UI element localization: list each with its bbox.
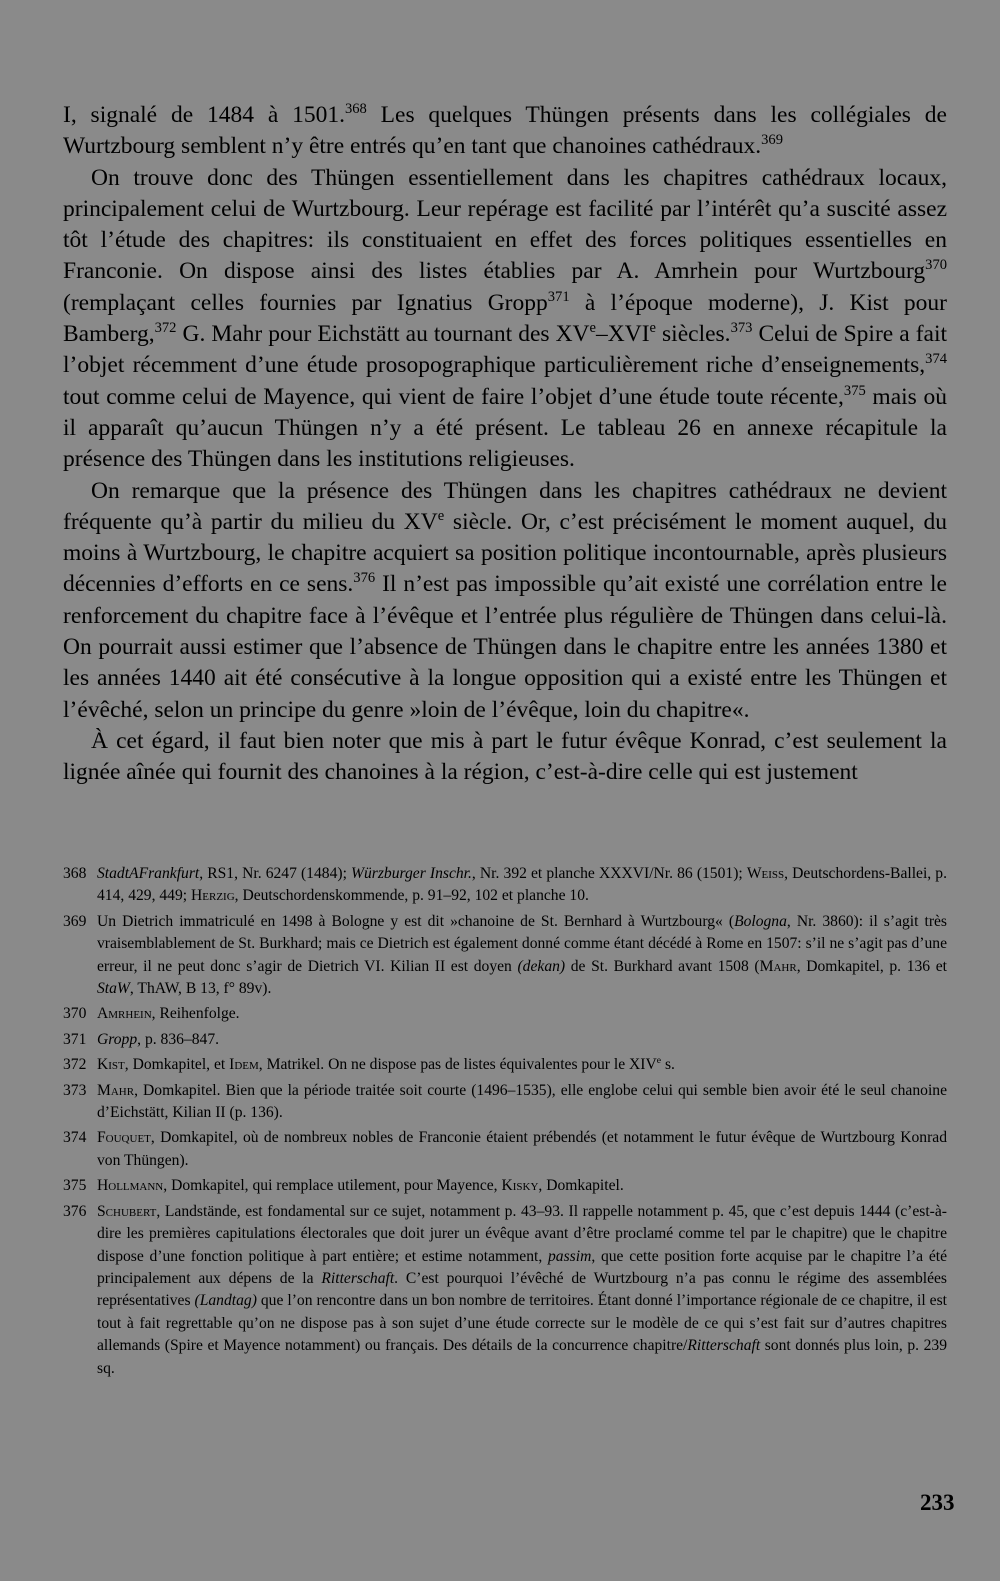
text-run: Un Dietrich immatriculé en 1498 à Bologne y est dit »chanoine de St. Bernhard à Wurtzbourg« (	[97, 912, 735, 930]
text-run: que l’on rencontre dans un bon nombre de territoires. Étant donné l’importance régionale de ce chapitre, il est tout à fait regrettable qu’on ne dispose pas à son sujet d’une étude correcte sur le modèle de ce qui s’est fait sur d’autres chapitres allemands (Spire et Mayence notamment) ou français. Des détails de la concurrence chapitre/	[97, 1292, 947, 1355]
footnote-373	[63, 1080, 947, 1125]
author-name: Hollmann	[97, 1177, 164, 1195]
italic-text: Bologna	[734, 912, 787, 930]
text-run: à l’époque moderne), J. Kist pour Bamberg,	[63, 289, 947, 348]
footnote-ref-376[interactable]: 376	[353, 570, 376, 587]
footnote-number: 375	[63, 1177, 87, 1195]
author-name: Amrhein	[97, 1005, 152, 1023]
footnote-number: 376	[63, 1202, 87, 1220]
footnote-ref-375[interactable]: 375	[843, 382, 866, 399]
italic-text: (dekan)	[517, 957, 566, 975]
footnote-374	[63, 1127, 947, 1172]
footnote-ref-374[interactable]: 374	[925, 351, 947, 368]
footnote-ref-373[interactable]: 373	[730, 320, 753, 337]
text-run: mais où il apparaît qu’aucun Thüngen n’y a été présent. Le tableau 26 en annexe récapitule la présence des Thüngen dans les institutions religieuses.	[63, 383, 947, 473]
text-run: I, signalé de 1484 à 1501.	[63, 102, 345, 128]
footnote-375	[63, 1175, 947, 1197]
footnote-number: 372	[63, 1056, 87, 1074]
text-run: tout comme celui de Mayence, qui vient de faire l’objet d’une étude toute récente,	[63, 383, 844, 410]
italic-text: StadtAFrankfurt	[97, 865, 200, 882]
main-text	[63, 100, 947, 789]
text-run: . C’est pourquoi l’évêché de Wurtzbourg n’a pas connu le régime des assemblées représentatives	[97, 1269, 947, 1310]
text-run: , Deutschordens-Ballei, p. 414, 429, 449;	[97, 865, 947, 905]
text-run: On trouve donc des Thüngen essentiellement dans les chapitres cathédraux locaux, principalement celui de Wurtzbourg. Leur repérage est facilité par l’intérêt qu’a suscité assez tôt l’étude des chapitres: ils constituaient en effet des forces politiques essentielles en Franconie. On dispose ainsi des listes établies par A. Amrhein pour Wurtzbourg	[63, 164, 947, 285]
italic-text: passim	[548, 1247, 592, 1265]
text-run: , Nr. 3860): il s’agit très vraisemblablement de St. Burkhard; mais ce Dietrich est également donné comme étant décédé à Rome en 1507: s’il ne s’agit pas d’une erreur, il ne peut donc s’agir de Dietrich VI. Kilian II est doyen	[97, 912, 947, 975]
footnote-376	[63, 1201, 947, 1380]
text-run: G. Mahr pour Eichstätt au tournant des XV	[176, 321, 590, 348]
footnote-ref-371[interactable]: 371	[547, 288, 570, 305]
italic-text: (Landtag)	[194, 1292, 257, 1310]
author-name: Herzig	[191, 887, 235, 905]
footnote-number: 368	[63, 865, 87, 882]
text-run: , Domkapitel. Bien que la période traitée soit courte (1496–1535), elle englobe celui qui semble bien avoir été le seul chanoine d’Eichstätt, Kilian II (p. 136).	[97, 1081, 947, 1122]
footnote-ref-369[interactable]: 369	[761, 132, 783, 149]
italic-text: StaW	[97, 980, 130, 998]
author-name: Fouquet	[97, 1129, 151, 1147]
text-run: , RS1, Nr. 6247 (1484);	[199, 865, 351, 882]
page-number: 233	[920, 1490, 955, 1515]
text-run: Les quelques Thüngen présents dans les collégiales de Wurtzbourg semblent n’y être entrés qu’en tant que chanoines cathédraux.	[63, 102, 947, 160]
italic-text: Ritterschaft	[321, 1269, 395, 1287]
author-name: Mahr	[97, 1081, 135, 1099]
footnote-number: 373	[63, 1081, 87, 1099]
text-run: , Domkapitel, qui remplace utilement, pour Mayence,	[163, 1177, 502, 1195]
text-run: siècles.	[656, 321, 731, 348]
paragraph-1	[63, 100, 947, 163]
text-run: (remplaçant celles fournies par Ignatius Gropp	[63, 289, 548, 316]
footnote-ref-372[interactable]: 372	[154, 320, 177, 337]
footnote-number: 370	[63, 1005, 87, 1023]
text-run: Il n’est pas impossible qu’ait existé une corrélation entre le renforcement du chapitre face à l’évêque et l’entrée plus régulière de Thüngen dans celui-là. On pourrait aussi estimer que l’absence de Thüngen dans le chapitre entre les années 1380 et les années 1440 ait été consécutive à la longue opposition qui a existé entre les Thüngen et l’évêché, selon un principe du genre »loin de l’évêque, loin du chapitre«.	[63, 571, 947, 723]
footnotes	[63, 863, 947, 1383]
text-run: , Nr. 392 et planche XXXVI/Nr. 86 (1501);	[471, 865, 747, 882]
italic-text: Gropp	[97, 1030, 138, 1048]
author-name: Idem	[229, 1056, 259, 1074]
superscript-e: e	[437, 507, 445, 524]
text-run: Celui de Spire a fait l’objet récemment d’une étude prosopographique particulièrement riche d’enseignements,	[63, 321, 948, 379]
text-run: , Domkapitel, et	[124, 1056, 230, 1074]
text-run: , Domkapitel, p. 136 et	[796, 957, 947, 975]
author-name: Kist	[97, 1056, 125, 1074]
superscript-e: e	[589, 320, 596, 337]
footnote-369	[63, 911, 947, 1001]
author-name: Kisky	[501, 1177, 539, 1195]
superscript-e: e	[649, 320, 656, 337]
text-run: , Matrikel. On ne dispose pas de listes équivalentes pour le XIV	[258, 1056, 657, 1074]
text-run: sont donnés plus loin, p. 239 sq.	[97, 1337, 947, 1377]
text-run: On remarque que la présence des Thüngen dans les chapitres cathédraux ne devient fréquente qu’à partir du milieu du XV	[63, 477, 947, 535]
footnote-372	[63, 1054, 947, 1076]
footnote-number: 371	[63, 1030, 87, 1048]
text-run: –XVI	[596, 321, 650, 348]
footnote-371	[63, 1029, 947, 1051]
text-run: , Reihenfolge.	[151, 1005, 240, 1023]
footnote-368	[63, 863, 947, 908]
author-name: Weiss	[746, 865, 785, 882]
text-run: , que cette position forte acquise par le chapitre l’a été principalement aux dépens de la	[97, 1247, 947, 1287]
text-run: , p. 836–847.	[137, 1030, 220, 1048]
footnote-370	[63, 1003, 947, 1025]
paragraph-3	[63, 476, 947, 726]
author-name: Schubert	[97, 1202, 157, 1220]
author-name: Mahr	[759, 957, 797, 975]
text-run: , Domkapitel, où de nombreux nobles de Franconie étaient prébendés (et notamment le futur évêque de Wurtzbourg Konrad von Thüngen).	[97, 1129, 947, 1169]
paragraph-2	[63, 163, 947, 476]
text-run: de St. Burkhard avant 1508 (	[565, 957, 760, 975]
text-run: , Deutschordenskommende, p. 91–92, 102 et planche 10.	[234, 887, 589, 905]
italic-text: Ritterschaft	[687, 1337, 761, 1355]
footnote-ref-370[interactable]: 370	[925, 257, 947, 274]
italic-text: Würzburger Inschr.	[351, 865, 472, 882]
text-run: , Landstände, est fondamental sur ce sujet, notamment p. 43–93. Il rappelle notamment p. 45, que c’est depuis 1444 (c’est-à-dire les premières capitulations électorales que doit jurer un évêque avant d’être proclamé comme tel par le chapitre) que le chapitre dispose d’une fonction politique à part entière; et estime notamment,	[97, 1202, 947, 1265]
footnote-ref-368[interactable]: 368	[344, 100, 367, 117]
footnote-number: 374	[63, 1129, 87, 1147]
superscript-e: e	[656, 1055, 662, 1067]
text-run: siècle. Or, c’est précisément le moment auquel, du moins à Wurtzbourg, le chapitre acquiert sa position politique incontournable, après plusieurs décennies d’efforts en ce sens.	[63, 508, 948, 598]
text-run: s.	[661, 1056, 675, 1074]
footnote-number: 369	[63, 912, 87, 930]
text-run: À cet égard, il faut bien noter que mis à part le futur évêque Konrad, c’est seulement la lignée aînée qui fournit des chanoines à la région, c’est-à-dire celle qui est justement	[63, 727, 947, 786]
paragraph-4	[63, 726, 947, 789]
text-run: , Domkapitel.	[538, 1177, 624, 1195]
text-run: , ThAW, B 13, f° 89v).	[129, 980, 272, 998]
